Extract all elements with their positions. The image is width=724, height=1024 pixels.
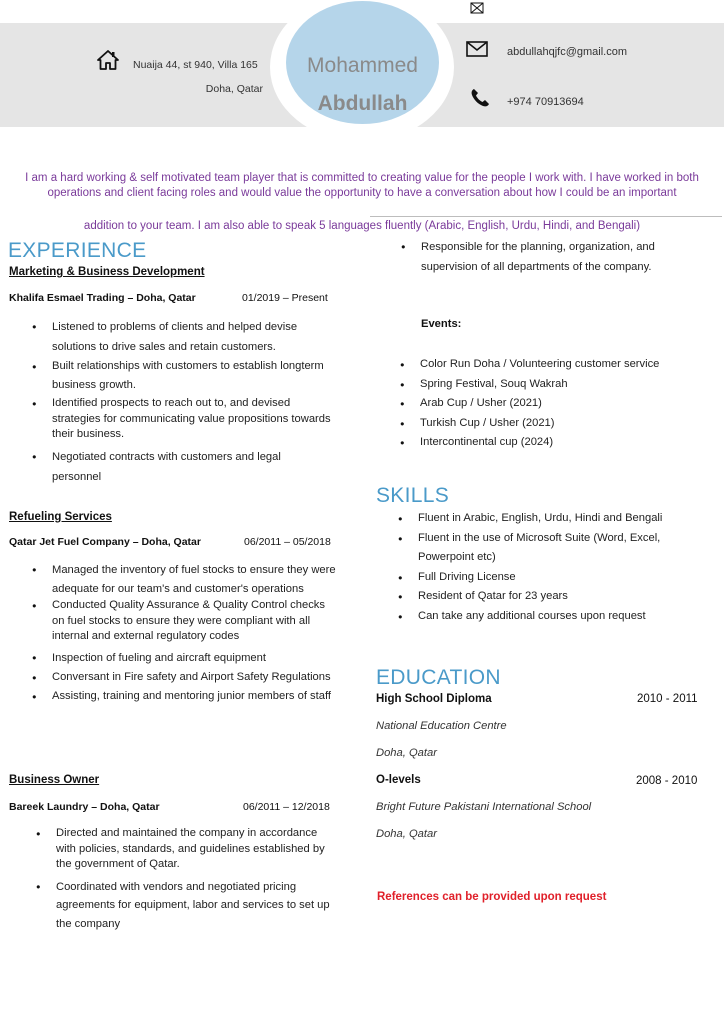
envelope-crossed-icon — [470, 2, 484, 14]
job-dates: 06/2011 – 12/2018 — [243, 801, 330, 813]
experience-title: EXPERIENCE — [8, 239, 147, 262]
list-item: ● Listened to problems of clients and helped devise solutions to drive sales and retain customers. — [32, 317, 332, 357]
email-address[interactable]: abdullahqjfc@gmail.com — [507, 46, 628, 58]
list-item: ● Assisting, training and mentoring junior members of staff — [32, 687, 338, 707]
events-list — [400, 355, 710, 453]
list-item: ● Full Driving License — [398, 568, 698, 588]
list-item: ● Conversant in Fire safety and Airport Safety Regulations — [32, 668, 338, 688]
list-item: ● Turkish Cup / Usher (2021) — [400, 414, 710, 434]
address-line-1: Nuaija 44, st 940, Villa 165 — [133, 59, 258, 71]
job-company: Qatar Jet Fuel Company – Doha, Qatar — [9, 536, 201, 548]
job-bullets — [32, 317, 332, 487]
job-company: Bareek Laundry – Doha, Qatar — [9, 801, 160, 813]
job-bullets — [36, 826, 340, 933]
phone-number[interactable]: +974 70913694 — [507, 96, 584, 108]
list-item: ● Managed the inventory of fuel stocks to ensure they were adequate for our team's and customer's operations — [32, 561, 338, 598]
list-item: ● Arab Cup / Usher (2021) — [400, 394, 710, 414]
job-title: Marketing & Business Development — [9, 266, 205, 278]
list-item: ● Color Run Doha / Volunteering customer service — [400, 355, 710, 375]
education-years: 2008 - 2010 — [636, 775, 698, 787]
first-name: Mohammed — [307, 54, 418, 77]
envelope-icon — [466, 41, 488, 57]
job-bullets — [32, 561, 338, 707]
list-item: ● Conducted Quality Assurance & Quality Control checks on fuel stocks to ensure they were compliant with all internal and external regulatory codes — [32, 598, 338, 645]
job-title: Business Owner — [9, 774, 100, 786]
list-item: ● Built relationships with customers to establish longterm business growth. — [32, 357, 332, 395]
education-years: 2010 - 2011 — [637, 693, 698, 705]
job-dates: 06/2011 – 05/2018 — [244, 536, 331, 548]
list-item: ● Negotiated contracts with customers and legal personnel — [32, 447, 332, 487]
education-school: Bright Future Pakistani International School — [376, 801, 592, 813]
address-line-2: Doha, Qatar — [205, 83, 263, 95]
education-degree: High School Diploma — [376, 693, 492, 705]
references-note: References can be provided upon request — [377, 891, 607, 903]
list-item: ● Directed and maintained the company in accordance with policies, standards, and guidelines established by the government of Qatar. — [36, 826, 340, 873]
summary-last-line: addition to your team. I am also able to speak 5 languages fluently (Arabic, English, Urdu, Hindi, and Bengali) — [83, 220, 641, 232]
skills-title: SKILLS — [376, 484, 450, 507]
education-location: Doha, Qatar — [376, 747, 437, 759]
education-title: EDUCATION — [376, 666, 501, 689]
job-dates: 01/2019 – Present — [242, 292, 328, 304]
last-name: Abdullah — [317, 92, 408, 115]
job-title: Refueling Services — [9, 511, 112, 523]
job-bullets-continued — [401, 237, 701, 277]
summary-text: I am a hard working & self motivated team player that is committed to creating value for the people I work with. I have worked in both operations and client facing roles and would value the opportunity to have a conversation about how I could be an important — [25, 172, 699, 199]
education-degree: O-levels — [376, 774, 421, 786]
list-item: ● Responsible for the planning, organization, and supervision of all departments of the company. — [401, 237, 701, 277]
skills-list — [398, 509, 698, 626]
list-item: ● Resident of Qatar for 23 years — [398, 587, 698, 607]
home-icon — [97, 50, 119, 70]
list-item: ● Inspection of fueling and aircraft equipment — [32, 648, 338, 668]
education-school: National Education Centre — [376, 720, 507, 732]
list-item: ● Coordinated with vendors and negotiated pricing agreements for equipment, labor and services to set up the company — [36, 878, 340, 934]
list-item: ● Can take any additional courses upon request — [398, 607, 698, 627]
list-item: ● Intercontinental cup (2024) — [400, 433, 710, 453]
events-label: Events: — [421, 318, 462, 330]
education-location: Doha, Qatar — [376, 828, 437, 840]
list-item: ● Identified prospects to reach out to, and devised strategies for communicating value propositions towards their business. — [32, 396, 332, 443]
list-item: ● Spring Festival, Souq Wakrah — [400, 375, 710, 395]
job-company: Khalifa Esmael Trading – Doha, Qatar — [9, 292, 196, 304]
phone-icon — [470, 88, 490, 108]
section-divider — [370, 216, 722, 217]
list-item: ● Fluent in Arabic, English, Urdu, Hindi and Bengali — [398, 509, 698, 529]
list-item: ● Fluent in the use of Microsoft Suite (Word, Excel, Powerpoint etc) — [398, 529, 698, 568]
